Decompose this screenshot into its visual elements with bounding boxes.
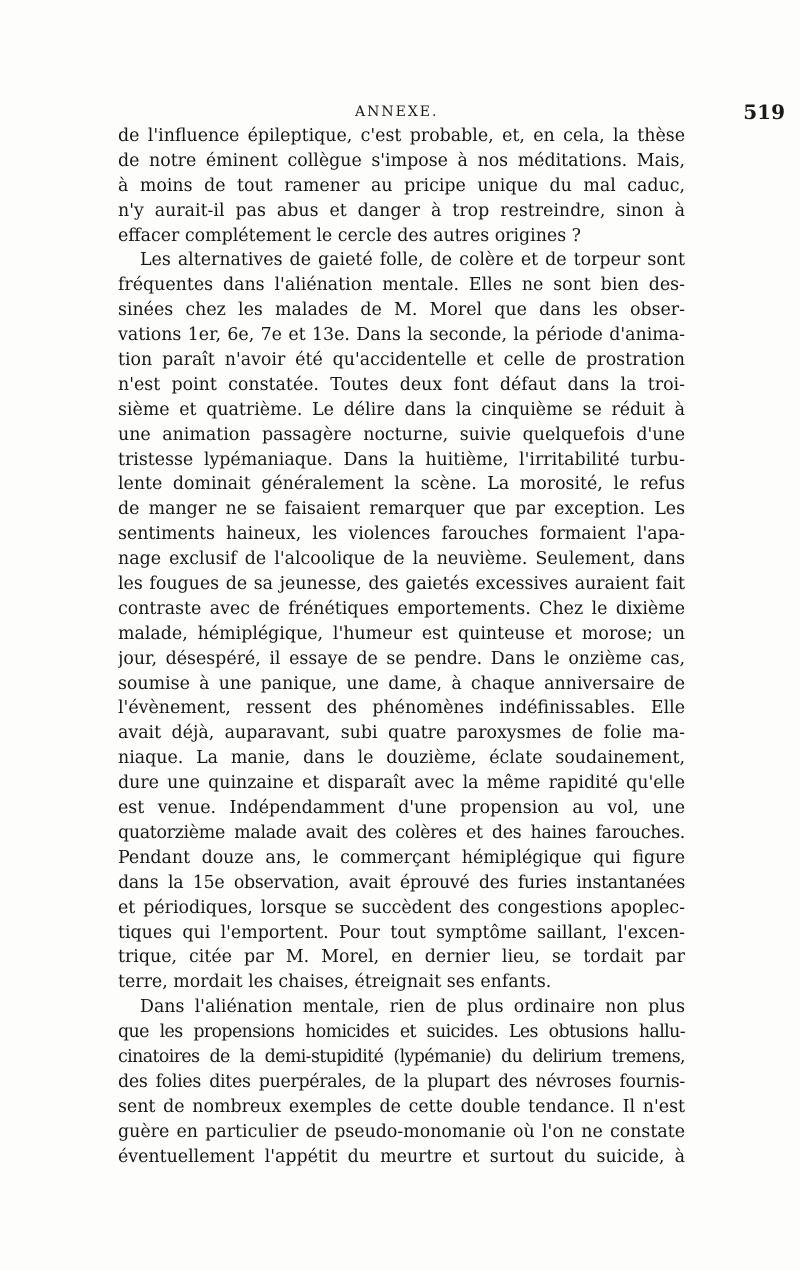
text-line: malade, hémiplégique, l'humeur est quinteuse et morose; un bbox=[118, 623, 685, 644]
text-line: fréquentes dans l'aliénation mentale. Elles ne sont bien des- bbox=[118, 275, 685, 296]
text-line: Dans l'aliénation mentale, rien de plus ordinaire non plus bbox=[140, 997, 685, 1018]
text-line: une animation passagère nocturne, suivie quelquefois d'une bbox=[118, 424, 685, 445]
text-line: n'est point constatée. Toutes deux font défaut dans la troi- bbox=[118, 374, 685, 395]
text-line: nage exclusif de l'alcoolique de la neuvième. Seulement, dans bbox=[118, 549, 685, 570]
text-line: que les propensions homicides et suicides. Les obtusions hallu- bbox=[118, 1022, 685, 1043]
page-number: 519 bbox=[743, 100, 785, 124]
text-line: éventuellement l'appétit du meurtre et surtout du suicide, à bbox=[118, 1146, 685, 1167]
text-line: des folies dites puerpérales, de la plupart des névroses fournis- bbox=[118, 1071, 685, 1092]
text-line: cinatoires de la demi-stupidité (lypémanie) du delirium tremens, bbox=[118, 1046, 685, 1067]
text-line: soumise à une panique, une dame, à chaque anniversaire de bbox=[118, 673, 685, 694]
text-line: sinées chez les malades de M. Morel que dans les obser- bbox=[118, 300, 685, 321]
text-line: les fougues de sa jeunesse, des gaietés excessives auraient fait bbox=[118, 574, 685, 595]
text-line: dans la 15e observation, avait éprouvé des furies instantanées bbox=[118, 872, 685, 893]
text-line: est venue. Indépendamment d'une propension au vol, une bbox=[118, 798, 685, 819]
text-line: de manger ne se faisaient remarquer que par exception. Les bbox=[118, 499, 685, 520]
text-line: trique, citée par M. Morel, en dernier lieu, se tordait par bbox=[118, 947, 685, 968]
text-line: sentiments haineux, les violences farouches formaient l'apa- bbox=[118, 524, 685, 545]
text-line: jour, désespéré, il essaye de se pendre. Dans le onzième cas, bbox=[118, 648, 685, 669]
text-line: de l'influence épileptique, c'est probable, et, en cela, la thèse bbox=[118, 126, 685, 146]
text-line: et périodiques, lorsque se succèdent des congestions apoplec- bbox=[118, 897, 685, 918]
text-line: l'évènement, ressent des phénomènes indéfinissables. Elle bbox=[118, 698, 685, 719]
text-line: contraste avec de frénétiques emportements. Chez le dixième bbox=[118, 598, 685, 619]
text-line: sent de nombreux exemples de cette double tendance. Il n'est bbox=[118, 1096, 685, 1117]
text-line: quatorzième malade avait des colères et des haines farouches. bbox=[118, 822, 685, 843]
text-line: Les alternatives de gaieté folle, de colère et de torpeur sont bbox=[140, 250, 685, 271]
text-line: de notre éminent collègue s'impose à nos méditations. Mais, bbox=[118, 150, 685, 171]
text-line: niaque. La manie, dans le douzième, éclate soudainement, bbox=[118, 748, 685, 769]
body-text bbox=[118, 124, 685, 1169]
text-line: effacer complétement le cercle des autres origines ? bbox=[118, 225, 582, 246]
text-line: sième et quatrième. Le délire dans la cinquième se réduit à bbox=[118, 399, 685, 420]
running-title: ANNEXE. bbox=[355, 104, 439, 120]
text-line: à moins de tout ramener au pricipe unique du mal caduc, bbox=[118, 175, 685, 196]
text-line: tristesse lypémaniaque. Dans la huitième, l'irritabilité turbu- bbox=[118, 449, 685, 470]
text-line: lente dominait généralement la scène. La morosité, le refus bbox=[118, 474, 685, 495]
text-line: tion paraît n'avoir été qu'accidentelle et celle de prostration bbox=[118, 350, 685, 371]
text-line: n'y aurait-il pas abus et danger à trop restreindre, sinon à bbox=[118, 200, 685, 221]
text-line: guère en particulier de pseudo-monomanie où l'on ne constate bbox=[118, 1121, 685, 1142]
text-line: vations 1er, 6e, 7e et 13e. Dans la seconde, la période d'anima- bbox=[118, 325, 685, 346]
text-line: tiques qui l'emportent. Pour tout symptôme saillant, l'excen- bbox=[118, 922, 685, 943]
text-line: dure une quinzaine et disparaît avec la même rapidité qu'elle bbox=[118, 773, 685, 794]
text-line: Pendant douze ans, le commerçant hémiplégique qui figure bbox=[118, 847, 685, 868]
text-line: terre, mordait les chaises, étreignait ses enfants. bbox=[118, 972, 552, 993]
text-line: avait déjà, auparavant, subi quatre paroxysmes de folie ma- bbox=[118, 723, 685, 744]
running-head bbox=[115, 100, 790, 126]
